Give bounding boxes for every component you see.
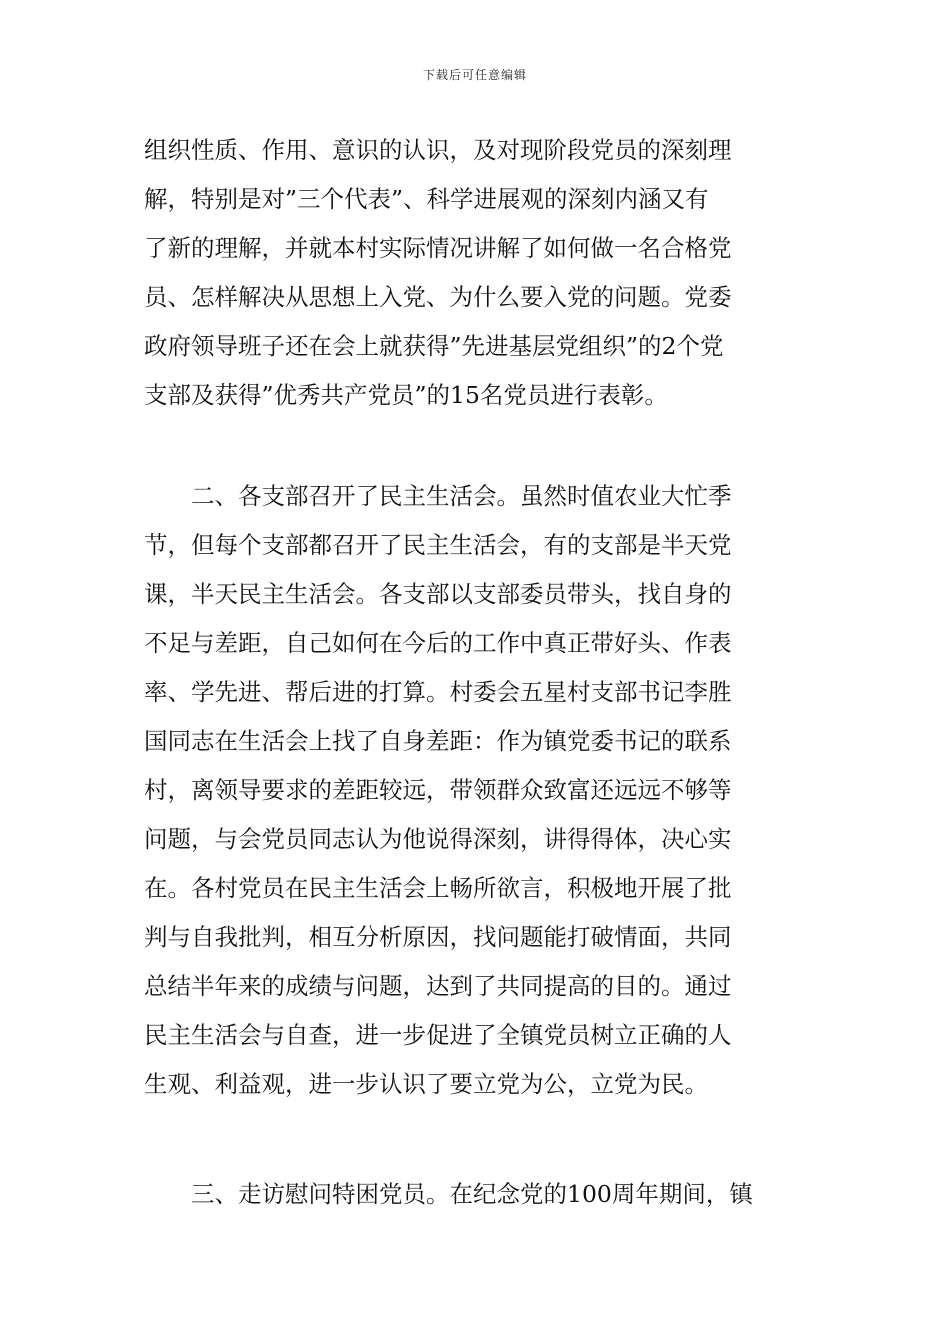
text-line: 支部及获得”优秀共产党员”的15名党员进行表彰。	[144, 381, 668, 409]
text-line: 生观、利益观，进一步认识了要立党为公，立党为民。	[144, 1070, 708, 1098]
text-line: 三、走访慰问特困党员。在纪念党的100周年期间，镇	[191, 1180, 753, 1208]
text-line: 问题，与会党员同志认为他说得深刻，讲得得体，决心实	[144, 825, 732, 853]
text-line: 国同志在生活会上找了自身差距：作为镇党委书记的联系	[144, 727, 732, 755]
text-line: 员、怎样解决从思想上入党、为什么要入党的问题。党委	[144, 283, 732, 311]
paragraph-1	[144, 126, 808, 420]
text-line: 率、学先进、帮后进的打算。村委会五星村支部书记李胜	[144, 678, 732, 706]
text-line: 民主生活会与自查，进一步促进了全镇党员树立正确的人	[144, 1021, 732, 1049]
text-line: 课，半天民主生活会。各支部以支部委员带头，找自身的	[144, 580, 732, 608]
text-line: 判与自我批判，相互分析原因，找问题能打破情面，共同	[144, 923, 732, 951]
text-line: 村，离领导要求的差距较远，带领群众致富还远远不够等	[144, 776, 732, 804]
paragraph-3	[144, 1170, 808, 1219]
text-line: 解，特别是对”三个代表”、科学进展观的深刻内涵又有	[144, 185, 709, 213]
paragraph-2	[144, 472, 808, 1109]
text-line: 不足与差距，自己如何在今后的工作中真正带好头、作表	[144, 629, 732, 657]
page-header: 下载后可任意编辑	[422, 68, 527, 82]
text-line: 节，但每个支部都召开了民主生活会，有的支部是半天党	[144, 531, 732, 559]
text-line: 总结半年来的成绩与问题，达到了共同提高的目的。通过	[144, 972, 732, 1000]
text-line: 在。各村党员在民主生活会上畅所欲言，积极地开展了批	[144, 874, 732, 902]
text-line: 了新的理解，并就本村实际情况讲解了如何做一名合格党	[144, 234, 732, 262]
text-line: 政府领导班子还在会上就获得”先进基层党组织”的2个党	[144, 332, 724, 360]
text-line: 二、各支部召开了民主生活会。虽然时值农业大忙季	[191, 482, 732, 510]
text-line: 组织性质、作用、意识的认识，及对现阶段党员的深刻理	[144, 136, 732, 164]
